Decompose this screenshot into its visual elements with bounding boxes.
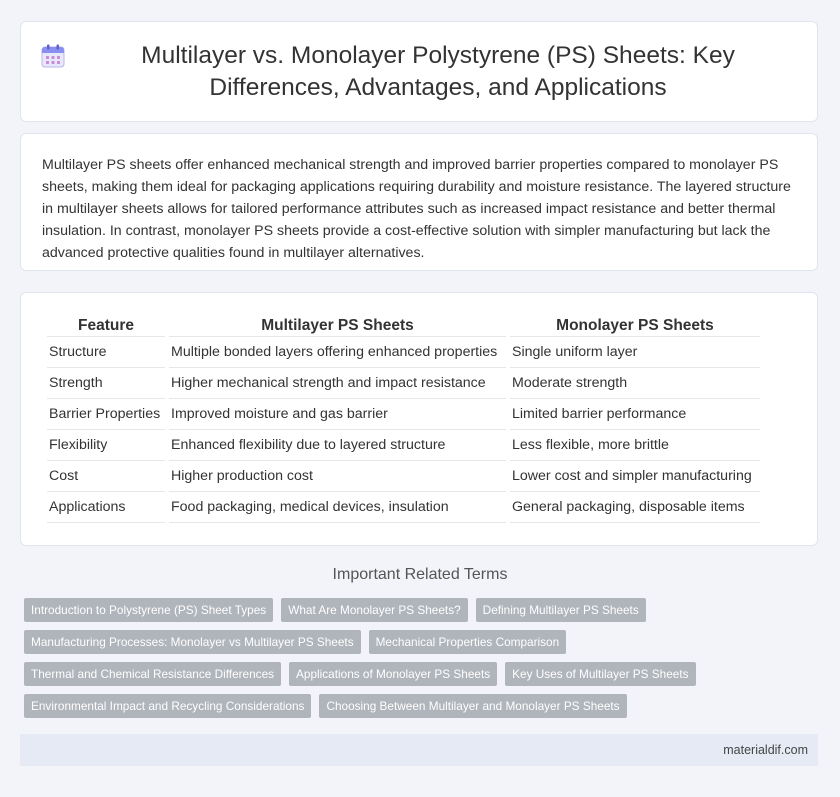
table-cell-feature: Structure — [47, 337, 165, 368]
footer — [20, 734, 818, 766]
table-row — [47, 399, 760, 430]
table-header-multilayer: Multilayer PS Sheets — [169, 313, 506, 337]
table-cell-multilayer: Improved moisture and gas barrier — [169, 399, 506, 430]
table-cell-feature: Cost — [47, 461, 165, 492]
table-cell-monolayer: Less flexible, more brittle — [510, 430, 760, 461]
table-cell-multilayer: Higher mechanical strength and impact resistance — [169, 368, 506, 399]
table-cell-multilayer: Higher production cost — [169, 461, 506, 492]
header-card — [20, 21, 818, 122]
related-term-tag[interactable]: Key Uses of Multilayer PS Sheets — [505, 662, 695, 686]
header-inner — [39, 40, 799, 104]
table-cell-multilayer: Multiple bonded layers offering enhanced properties — [169, 337, 506, 368]
related-term-tag[interactable]: Introduction to Polystyrene (PS) Sheet Types — [24, 598, 273, 622]
table-cell-feature: Applications — [47, 492, 165, 523]
table-row — [47, 368, 760, 399]
calendar-icon — [40, 43, 66, 69]
table-cell-monolayer: Limited barrier performance — [510, 399, 760, 430]
table-cell-multilayer: Food packaging, medical devices, insulation — [169, 492, 506, 523]
table-row — [47, 492, 760, 523]
table-cell-feature: Strength — [47, 368, 165, 399]
table-cell-monolayer: General packaging, disposable items — [510, 492, 760, 523]
table-header-monolayer: Monolayer PS Sheets — [510, 313, 760, 337]
summary-card — [20, 133, 818, 271]
related-term-tag[interactable]: Mechanical Properties Comparison — [369, 630, 567, 654]
related-term-tag[interactable]: Manufacturing Processes: Monolayer vs Multilayer PS Sheets — [24, 630, 361, 654]
page-title: Multilayer vs. Monolayer Polystyrene (PS) Sheets: Key Differences, Advantages, and Applications — [141, 41, 735, 101]
table-cell-feature: Barrier Properties — [47, 399, 165, 430]
table-row — [47, 337, 760, 368]
table-cell-feature: Flexibility — [47, 430, 165, 461]
table-cell-monolayer: Moderate strength — [510, 368, 760, 399]
related-term-tag[interactable]: Applications of Monolayer PS Sheets — [289, 662, 497, 686]
related-term-tag[interactable]: Defining Multilayer PS Sheets — [476, 598, 646, 622]
comparison-table-card — [20, 292, 818, 546]
table-row — [47, 461, 760, 492]
summary-text: Multilayer PS sheets offer enhanced mechanical strength and improved barrier properties compared to monolayer PS sheets, making them ideal for packaging applications requiring durability and moisture resistance. The layered structure in multilayer sheets allows for tailored performance attributes such as increased impact resistance and better thermal insulation. In contrast, monolayer PS sheets provide a cost-effective solution with simpler manufacturing but lack the advanced protective qualities found in multilayer alternatives. — [42, 157, 791, 261]
related-terms-tags — [24, 598, 724, 726]
table-header-row — [47, 313, 760, 337]
table-row — [47, 430, 760, 461]
comparison-table — [43, 313, 764, 523]
footer-site-link[interactable]: materialdif.com — [723, 743, 808, 757]
table-cell-monolayer: Lower cost and simpler manufacturing — [510, 461, 760, 492]
related-term-tag[interactable]: Choosing Between Multilayer and Monolayer PS Sheets — [319, 694, 626, 718]
table-cell-multilayer: Enhanced flexibility due to layered structure — [169, 430, 506, 461]
related-term-tag[interactable]: What Are Monolayer PS Sheets? — [281, 598, 467, 622]
related-term-tag[interactable]: Thermal and Chemical Resistance Differences — [24, 662, 281, 686]
table-cell-monolayer: Single uniform layer — [510, 337, 760, 368]
related-term-tag[interactable]: Environmental Impact and Recycling Considerations — [24, 694, 311, 718]
table-header-feature: Feature — [47, 313, 165, 337]
related-terms-title: Important Related Terms — [332, 566, 508, 583]
